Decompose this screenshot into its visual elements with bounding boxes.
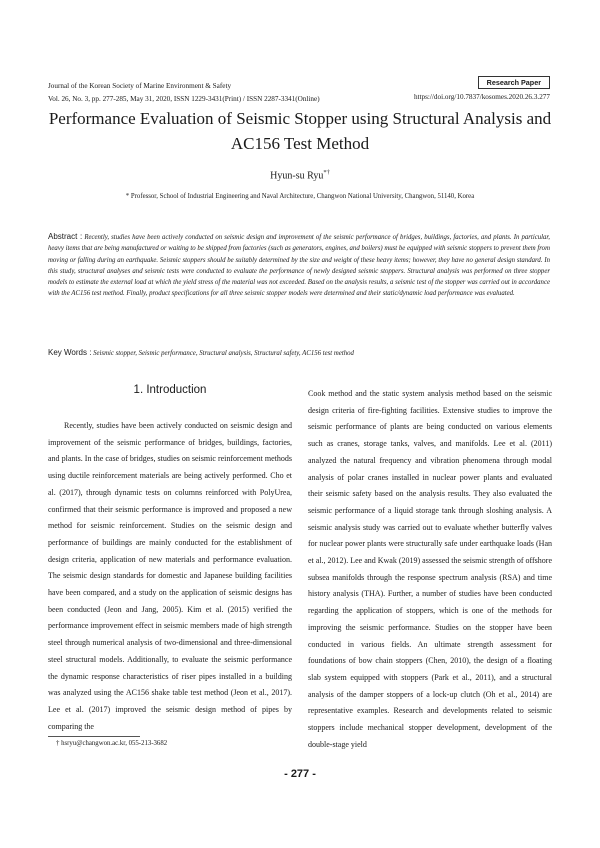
abstract-text: Recently, studies have been actively conducted on seismic design and improvement of the seismic performance of bridges, buildings, factories, and plants. In particular, heavy items that are being manufactured or waiting to be shipped from factories (such as generators, engines, and boilers) must be equipped with seismic stoppers to prevent them from moving or falling during an earthquake. Seismic stoppers should be suitably determined by the size and weight of these heavy items; however, they have no general design standard. In this study, structural analyses and seismic tests were conducted to evaluate the performance of newly designed seismic stoppers. Structural analysis was performed on three stopper models to estimate the external load at which the yield stress of the material was not exceeded. Based on the analysis results, a seismic test of the stopper was carried out in accordance with the AC156 test method. Finally, product specifications for all three seismic stopper models were determined and their static/dynamic load performance was evaluated. [48,234,550,298]
intro-paragraph-left: Recently, studies have been actively conducted on seismic design and improvement of the seismic performance of bridges, buildings, factories, and plants. In the case of bridges, studies on seismic reinforcement methods using ductile reinforcement materials are being actively performed. Cho et al. (2017), through dynamic tests on columns reinforced with PolyUrea, confirmed that their seismic performance is improved and proposed a new method for seismic reinforcement. Studies on the seismic design and performance of buildings are mainly conducted for the establishment of design criteria, application of new materials and performance evaluation. The seismic design standards for domestic and Japanese building facilities have been compared, and a study on the application of seismic designs has been conducted (Jeon and Jang, 2005). Kim et al. (2015) verified the performance improvement effect in seismic members made of high strength steel through numerical analysis of two-dimensional and three-dimensional steel structural models. Additionally, to evaluate the seismic performance the dynamic response characteristics of riser pipes installed in a building was analyzed using the AC156 shake table test method (Jeon et al., 2017). Lee et al. (2017) improved the seismic design method of pipes by comparing the [48,421,292,731]
keywords-text: Seismic stopper, Seismic performance, Structural analysis, Structural safety, AC156 test method [93,350,354,357]
section-heading-introduction: 1. Introduction [133,384,207,396]
left-column [48,418,292,735]
paper-type-badge: Research Paper [478,76,550,89]
corresponding-author-footnote: † hsryu@changwon.ac.kr, 055-213-3682 [56,740,168,747]
paper-title-line-2: AC156 Test Method [230,134,370,153]
journal-name: Journal of the Korean Society of Marine Environment & Safety [48,82,232,90]
footnote-divider [48,736,140,737]
intro-paragraph-right: Cook method and the static system analysis method based on the seismic design criteria of fire-fighting facilities. Extensive studies to improve the seismic performance of plants are being conducted on various elements such as cranes, storage tanks, valves, and manifolds. Lee et al. (2011) analyzed the natural frequency and vibration phenomena through modal analysis of polar cranes installed in nuclear power plants and evaluated their seismic safety based on the analysis results. They also evaluated the seismic performance of a liquid storage tank through sloshing analysis. A seismic analysis study was carried out to evaluate whether butterfly valves for nuclear power plants were structurally safe under earthquake loads (Han et al., 2012). Lee and Kwak (2019) assessed the seismic strength of offshore subsea manifolds through the response spectrum analysis (RSA) and time history analysis (THA). Further, a number of studies have been conducted regarding the application of stoppers, which is one of the methods for improving the seismic performance. Studies on the stopper have been conducted in various fields. An ultimate strength assessment for foundations of bow chain stoppers (Chen, 2010), the design of a floating slab system equipped with stoppers (Park et al., 2011), and a structural analysis of the damper stoppers of a lock-up clutch (Oh et al., 2014) are representative examples. Research and developments related to seismic stoppers include mechanical stopper development, development of the double-stage yield [308,389,553,749]
abstract-label: Abstract : [48,232,83,241]
author-marks: *† [323,169,330,176]
paper-title [40,106,560,156]
abstract [48,231,550,300]
paper-title-line-1: Performance Evaluation of Seismic Stopper using Structural Analysis and [48,109,552,128]
keywords [48,348,550,357]
doi-link[interactable]: https://doi.org/10.7837/kosomes.2020.26.3.277 [413,92,550,101]
affiliation: * Professor, School of Industrial Engineering and Naval Architecture, Changwon National University, Changwon, 51140, Korea [125,193,475,200]
keywords-label: Key Words : [48,348,92,357]
author-name: Hyun-su Ryu [270,170,324,182]
page-number: - 277 - [284,768,316,780]
volume-info: Vol. 26, No. 3, pp. 277-285, May 31, 2020, ISSN 1229-3431(Print) / ISSN 2287-3341(Online) [48,94,320,103]
journal-header [48,80,320,105]
author-line [0,169,600,181]
right-column [308,386,552,753]
